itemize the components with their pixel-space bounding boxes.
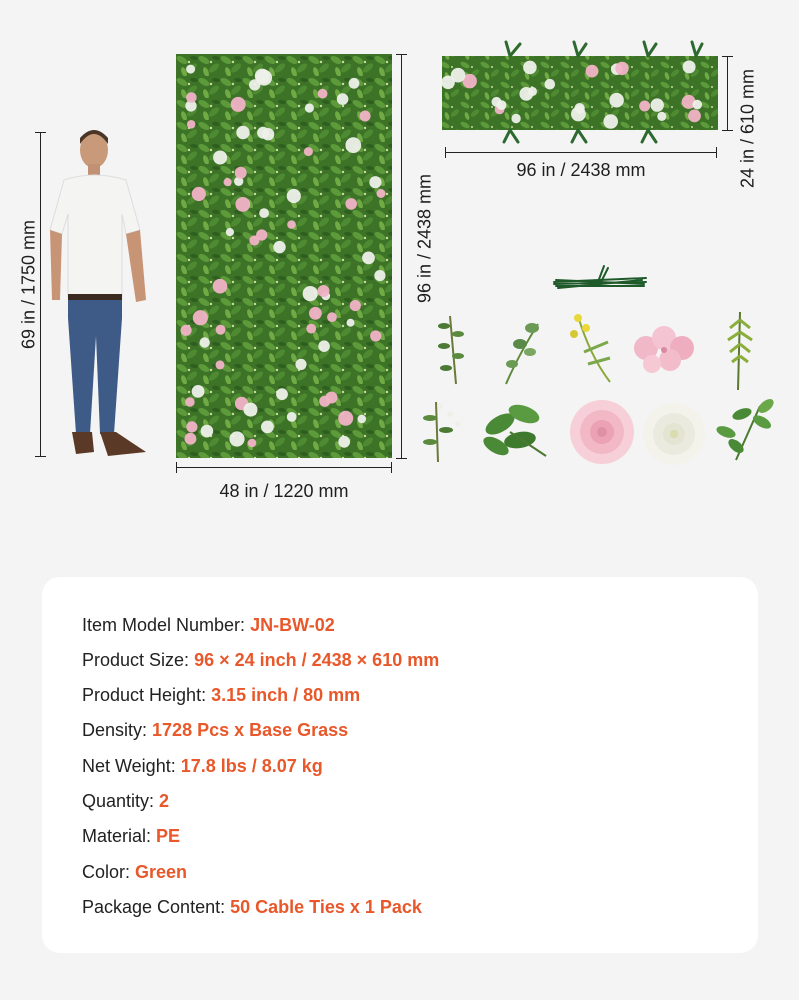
flower-dot [370, 330, 381, 341]
panel-width-tick-left [176, 462, 177, 473]
spec-row-color: Color: Green [82, 862, 188, 882]
fern-sprig-icon [728, 312, 752, 390]
green-leaf-sprig-icon [715, 396, 776, 460]
flower-dot [338, 436, 350, 448]
flower-dot [304, 147, 313, 156]
strip-height-line [727, 56, 728, 130]
flower-dot [255, 69, 270, 84]
person-height-label: 69 in / 1750 mm [18, 219, 39, 350]
person-height-line [40, 132, 41, 456]
flower-dot [287, 220, 296, 229]
flower-dot [201, 425, 214, 438]
strip-length-label: 96 in / 2438 mm [516, 160, 646, 180]
strip-length-line [445, 152, 717, 153]
flower-dot [651, 98, 664, 111]
flower-dot [295, 359, 306, 370]
accessories-grid [420, 306, 780, 466]
flower-dot [358, 415, 367, 424]
flower-dot [497, 100, 507, 110]
flower-dot [248, 439, 257, 448]
flower-dot [511, 114, 520, 123]
person-height-tick-top [35, 132, 46, 133]
flower-dot [186, 65, 195, 74]
round-leaf-stem-icon [506, 323, 539, 384]
flower-dot [231, 97, 246, 112]
flower-dot [337, 93, 349, 105]
flower-dot [603, 114, 618, 129]
person-figure [48, 122, 178, 462]
person-height-tick-bottom [35, 456, 46, 457]
flower-dot [187, 120, 196, 129]
flower-dot [276, 388, 288, 400]
flower-dot [523, 61, 537, 75]
flower-dot [229, 431, 244, 446]
flower-dot [318, 89, 328, 99]
flower-dot [683, 60, 696, 73]
pink-rose-icon [570, 400, 634, 464]
flower-dot [186, 421, 197, 432]
spec-row-height: Product Height: 3.15 inch / 80 mm [82, 685, 361, 705]
flower-dot [236, 126, 249, 139]
flower-dot [261, 421, 274, 434]
flower-dot [586, 65, 599, 78]
panel-height-line [401, 54, 402, 458]
flower-dot [224, 178, 232, 186]
flower-dot [349, 78, 360, 89]
eucalyptus-sprig-icon [438, 316, 464, 384]
panel-height-tick-top [396, 54, 407, 55]
white-peony-icon [643, 403, 705, 465]
flower-dot [226, 228, 234, 236]
pink-blossom-cluster-icon [634, 326, 694, 373]
flower-dot [192, 385, 205, 398]
flower-dot [305, 103, 314, 112]
large-leaf-cluster-icon [480, 401, 546, 459]
flower-dot [235, 197, 250, 212]
flower-dot [309, 307, 322, 320]
flower-dot [235, 167, 247, 179]
flower-dot [688, 110, 701, 123]
panel-width-line [176, 467, 392, 468]
flower-dot [200, 337, 210, 347]
flower-dot [303, 286, 318, 301]
panel-width-label: 48 in / 1220 mm [219, 481, 349, 501]
flower-dot [377, 189, 386, 198]
flower-dot [657, 112, 666, 121]
spec-row-model: Item Model Number: JN-BW-02 [82, 615, 335, 635]
flower-dot [306, 324, 316, 334]
flower-dot [360, 111, 371, 122]
flower-dot [327, 312, 337, 322]
spec-card [42, 577, 758, 953]
flower-dot [639, 101, 650, 112]
flower-dot [192, 187, 206, 201]
flower-dot [345, 137, 361, 153]
white-berry-sprig-icon [423, 402, 461, 462]
strip-length-tick-right [716, 147, 717, 158]
flower-dot [216, 360, 225, 369]
spec-row-quantity: Quantity: 2 [82, 791, 170, 811]
flower-dot [193, 310, 208, 325]
flower-dot [609, 93, 624, 108]
spec-row-density: Density: 1728 Pcs x Base Grass [82, 720, 349, 740]
panel-height-label: 96 in / 2438 mm [414, 173, 435, 304]
spec-row-package: Package Content: 50 Cable Ties x 1 Pack [82, 897, 422, 917]
flower-dot [615, 62, 628, 75]
flower-dot [338, 411, 353, 426]
spec-row-weight: Net Weight: 17.8 lbs / 8.07 kg [82, 756, 323, 776]
flower-dot [319, 396, 330, 407]
flower-dot [345, 198, 357, 210]
flower-dot [185, 397, 195, 407]
flower-dot [273, 241, 285, 253]
panel-width-tick-right [391, 462, 392, 473]
flower-dot [693, 100, 703, 110]
flower-dot [318, 285, 330, 297]
flower-dot [244, 403, 258, 417]
flower-dot [249, 235, 259, 245]
flower-dot [347, 319, 355, 327]
flower-dot [262, 128, 274, 140]
panel-height-tick-bottom [396, 458, 407, 459]
flower-dot [213, 151, 227, 165]
strip-height-tick-bottom [722, 130, 733, 131]
flower-dot [185, 433, 197, 445]
flower-dot [259, 208, 269, 218]
flower-dot [186, 92, 197, 103]
strip-height-tick-top [722, 56, 733, 57]
spec-row-size: Product Size: 96 × 24 inch / 2438 × 610 mm [82, 650, 440, 670]
flower-dot [287, 189, 301, 203]
flower-dot [362, 252, 375, 265]
panel-strip [440, 40, 720, 144]
flower-dot [181, 325, 192, 336]
flower-dot [451, 68, 466, 83]
cable-ties-icon [552, 264, 648, 298]
strip-length-tick-left [445, 147, 446, 158]
flower-dot [287, 412, 297, 422]
strip-height-label: 24 in / 610 mm [737, 68, 758, 189]
flower-dot [545, 79, 556, 90]
flower-dot [216, 325, 226, 335]
flower-dot [369, 176, 381, 188]
yellow-flower-sprig-icon [570, 314, 610, 382]
flower-dot [350, 300, 361, 311]
flower-dot [213, 279, 228, 294]
flower-dot [571, 107, 586, 122]
flower-dot [374, 270, 385, 281]
flower-dot [318, 340, 330, 352]
panel-large [176, 54, 392, 458]
spec-row-material: Material: PE [82, 826, 181, 846]
flower-dot [519, 87, 533, 101]
